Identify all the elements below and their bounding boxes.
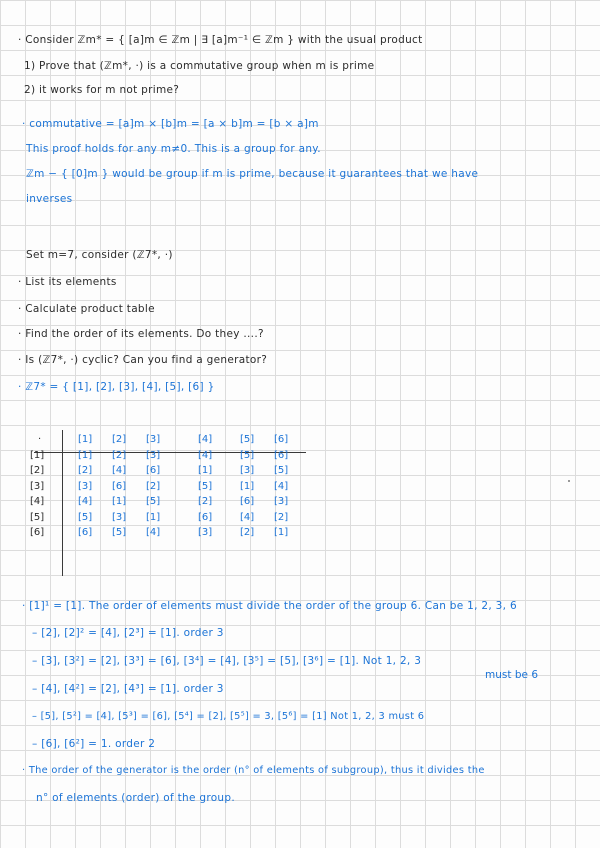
table-cell: [4] bbox=[274, 480, 289, 492]
table-cell: [5] bbox=[198, 480, 213, 492]
generator-note: · The order of the generator is the order (n° of elements of subgroup), thus it divides the bbox=[22, 765, 485, 776]
table-cell: [6] bbox=[146, 465, 161, 476]
table-cell: [1] bbox=[198, 465, 213, 476]
order-of-3-note: must be 6 bbox=[485, 669, 538, 681]
question-2: 2) it works for m not prime? bbox=[24, 84, 180, 96]
task-list-elements: · List its elements bbox=[18, 276, 117, 288]
table-cell: [5] bbox=[240, 449, 255, 461]
table-header: [6] bbox=[274, 434, 289, 445]
table-cell: [1] bbox=[112, 496, 127, 507]
order-of-3: – [3], [3²] = [2], [3³] = [6], [3⁴] = [4], [3⁵] = [5], [3⁶] = [1]. Not 1, 2, 3 bbox=[32, 655, 422, 667]
set-m7: Set m=7, consider (ℤ7*, ·) bbox=[26, 249, 173, 261]
task-cyclic: · Is (ℤ7*, ·) cyclic? Can you find a generator? bbox=[18, 354, 268, 366]
commutative-proof: · commutative = [a]m × [b]m = [a × b]m = [b × a]m bbox=[22, 118, 319, 130]
table-cell: [6] bbox=[78, 527, 93, 538]
stray-mark bbox=[568, 480, 570, 482]
table-cell: [2] bbox=[146, 480, 161, 492]
table-cell: [4] bbox=[78, 496, 93, 507]
table-cell: [3] bbox=[146, 449, 161, 461]
table-cell: [3] bbox=[240, 465, 255, 476]
order-of-2: – [2], [2]² = [4], [2³] = [1]. order 3 bbox=[32, 627, 224, 639]
table-cell: [2] bbox=[198, 496, 213, 507]
table-cell: [1] bbox=[274, 527, 289, 538]
task-find-order: · Find the order of its elements. Do they ....? bbox=[18, 328, 264, 340]
table-cell: [5] bbox=[146, 496, 161, 507]
table-cell: [1] bbox=[146, 511, 161, 523]
table-cell: [2] bbox=[112, 449, 127, 461]
table-cell: [4] bbox=[146, 527, 161, 538]
table-cell: [6] bbox=[240, 496, 255, 507]
table-cell: [3] bbox=[78, 480, 93, 492]
table-cell: [4] bbox=[198, 449, 213, 461]
proof-note: This proof holds for any m≠0. This is a group for any. bbox=[26, 143, 321, 155]
table-header: [1] bbox=[78, 434, 93, 445]
table-header: [4] bbox=[198, 434, 213, 445]
table-cell: [2] bbox=[240, 527, 255, 538]
table-cell: [2] bbox=[78, 465, 93, 476]
prime-condition-cont: inverses bbox=[26, 193, 73, 205]
generator-note-cont: n° of elements (order) of the group. bbox=[36, 792, 235, 804]
table-header: [5] bbox=[240, 434, 255, 445]
table-header: [3] bbox=[146, 434, 161, 445]
order-of-4: – [4], [4²] = [2], [4³] = [1]. order 3 bbox=[32, 683, 224, 695]
table-cell: [3] bbox=[112, 511, 127, 523]
task-product-table: · Calculate product table bbox=[18, 303, 155, 315]
table-cell: [1] bbox=[240, 480, 255, 492]
table-cell: [3] bbox=[198, 527, 213, 538]
z7-elements: · ℤ7* = { [1], [2], [3], [4], [5], [6] } bbox=[18, 381, 215, 393]
table-cell: [5] bbox=[274, 465, 289, 476]
prime-condition: ℤm − { [0]m } would be group if m is prime, because it guarantees that we have bbox=[26, 168, 479, 180]
order-intro: · [1]¹ = [1]. The order of elements must divide the order of the group 6. Can be 1, 2, 3, 6 bbox=[22, 600, 517, 612]
table-cell: [1] bbox=[78, 449, 93, 461]
table-cell: [4] bbox=[112, 465, 127, 476]
table-cell: [2] bbox=[274, 511, 289, 523]
table-cell: [5] bbox=[78, 511, 93, 523]
table-cell: [6] bbox=[198, 511, 213, 523]
table-row-label: [1] bbox=[30, 449, 45, 461]
order-of-5: – [5], [5²] = [4], [5³] = [6], [5⁴] = [2], [5⁵] = 3, [5⁶] = [1] Not 1, 2, 3 must 6 bbox=[32, 711, 425, 722]
table-cell: [3] bbox=[274, 496, 289, 507]
table-corner: · bbox=[38, 434, 42, 445]
table-cell: [5] bbox=[112, 527, 127, 538]
table-row-label: [5] bbox=[30, 511, 45, 523]
order-of-6: – [6], [6²] = 1. order 2 bbox=[32, 738, 156, 750]
table-row-label: [6] bbox=[30, 527, 45, 538]
table-row-label: [3] bbox=[30, 480, 45, 492]
table-cell: [4] bbox=[240, 511, 255, 523]
table-row-label: [2] bbox=[30, 465, 45, 476]
question-1: 1) Prove that (ℤm*, ·) is a commutative group when m is prime bbox=[24, 60, 375, 72]
table-header: [2] bbox=[112, 434, 127, 445]
problem-statement: · Consider ℤm* = { [a]m ∈ ℤm | ∃ [a]m⁻¹ ∈ ℤm } with the usual product bbox=[18, 34, 423, 46]
table-cell: [6] bbox=[274, 449, 289, 461]
table-cell: [6] bbox=[112, 480, 127, 492]
table-row-label: [4] bbox=[30, 496, 45, 507]
